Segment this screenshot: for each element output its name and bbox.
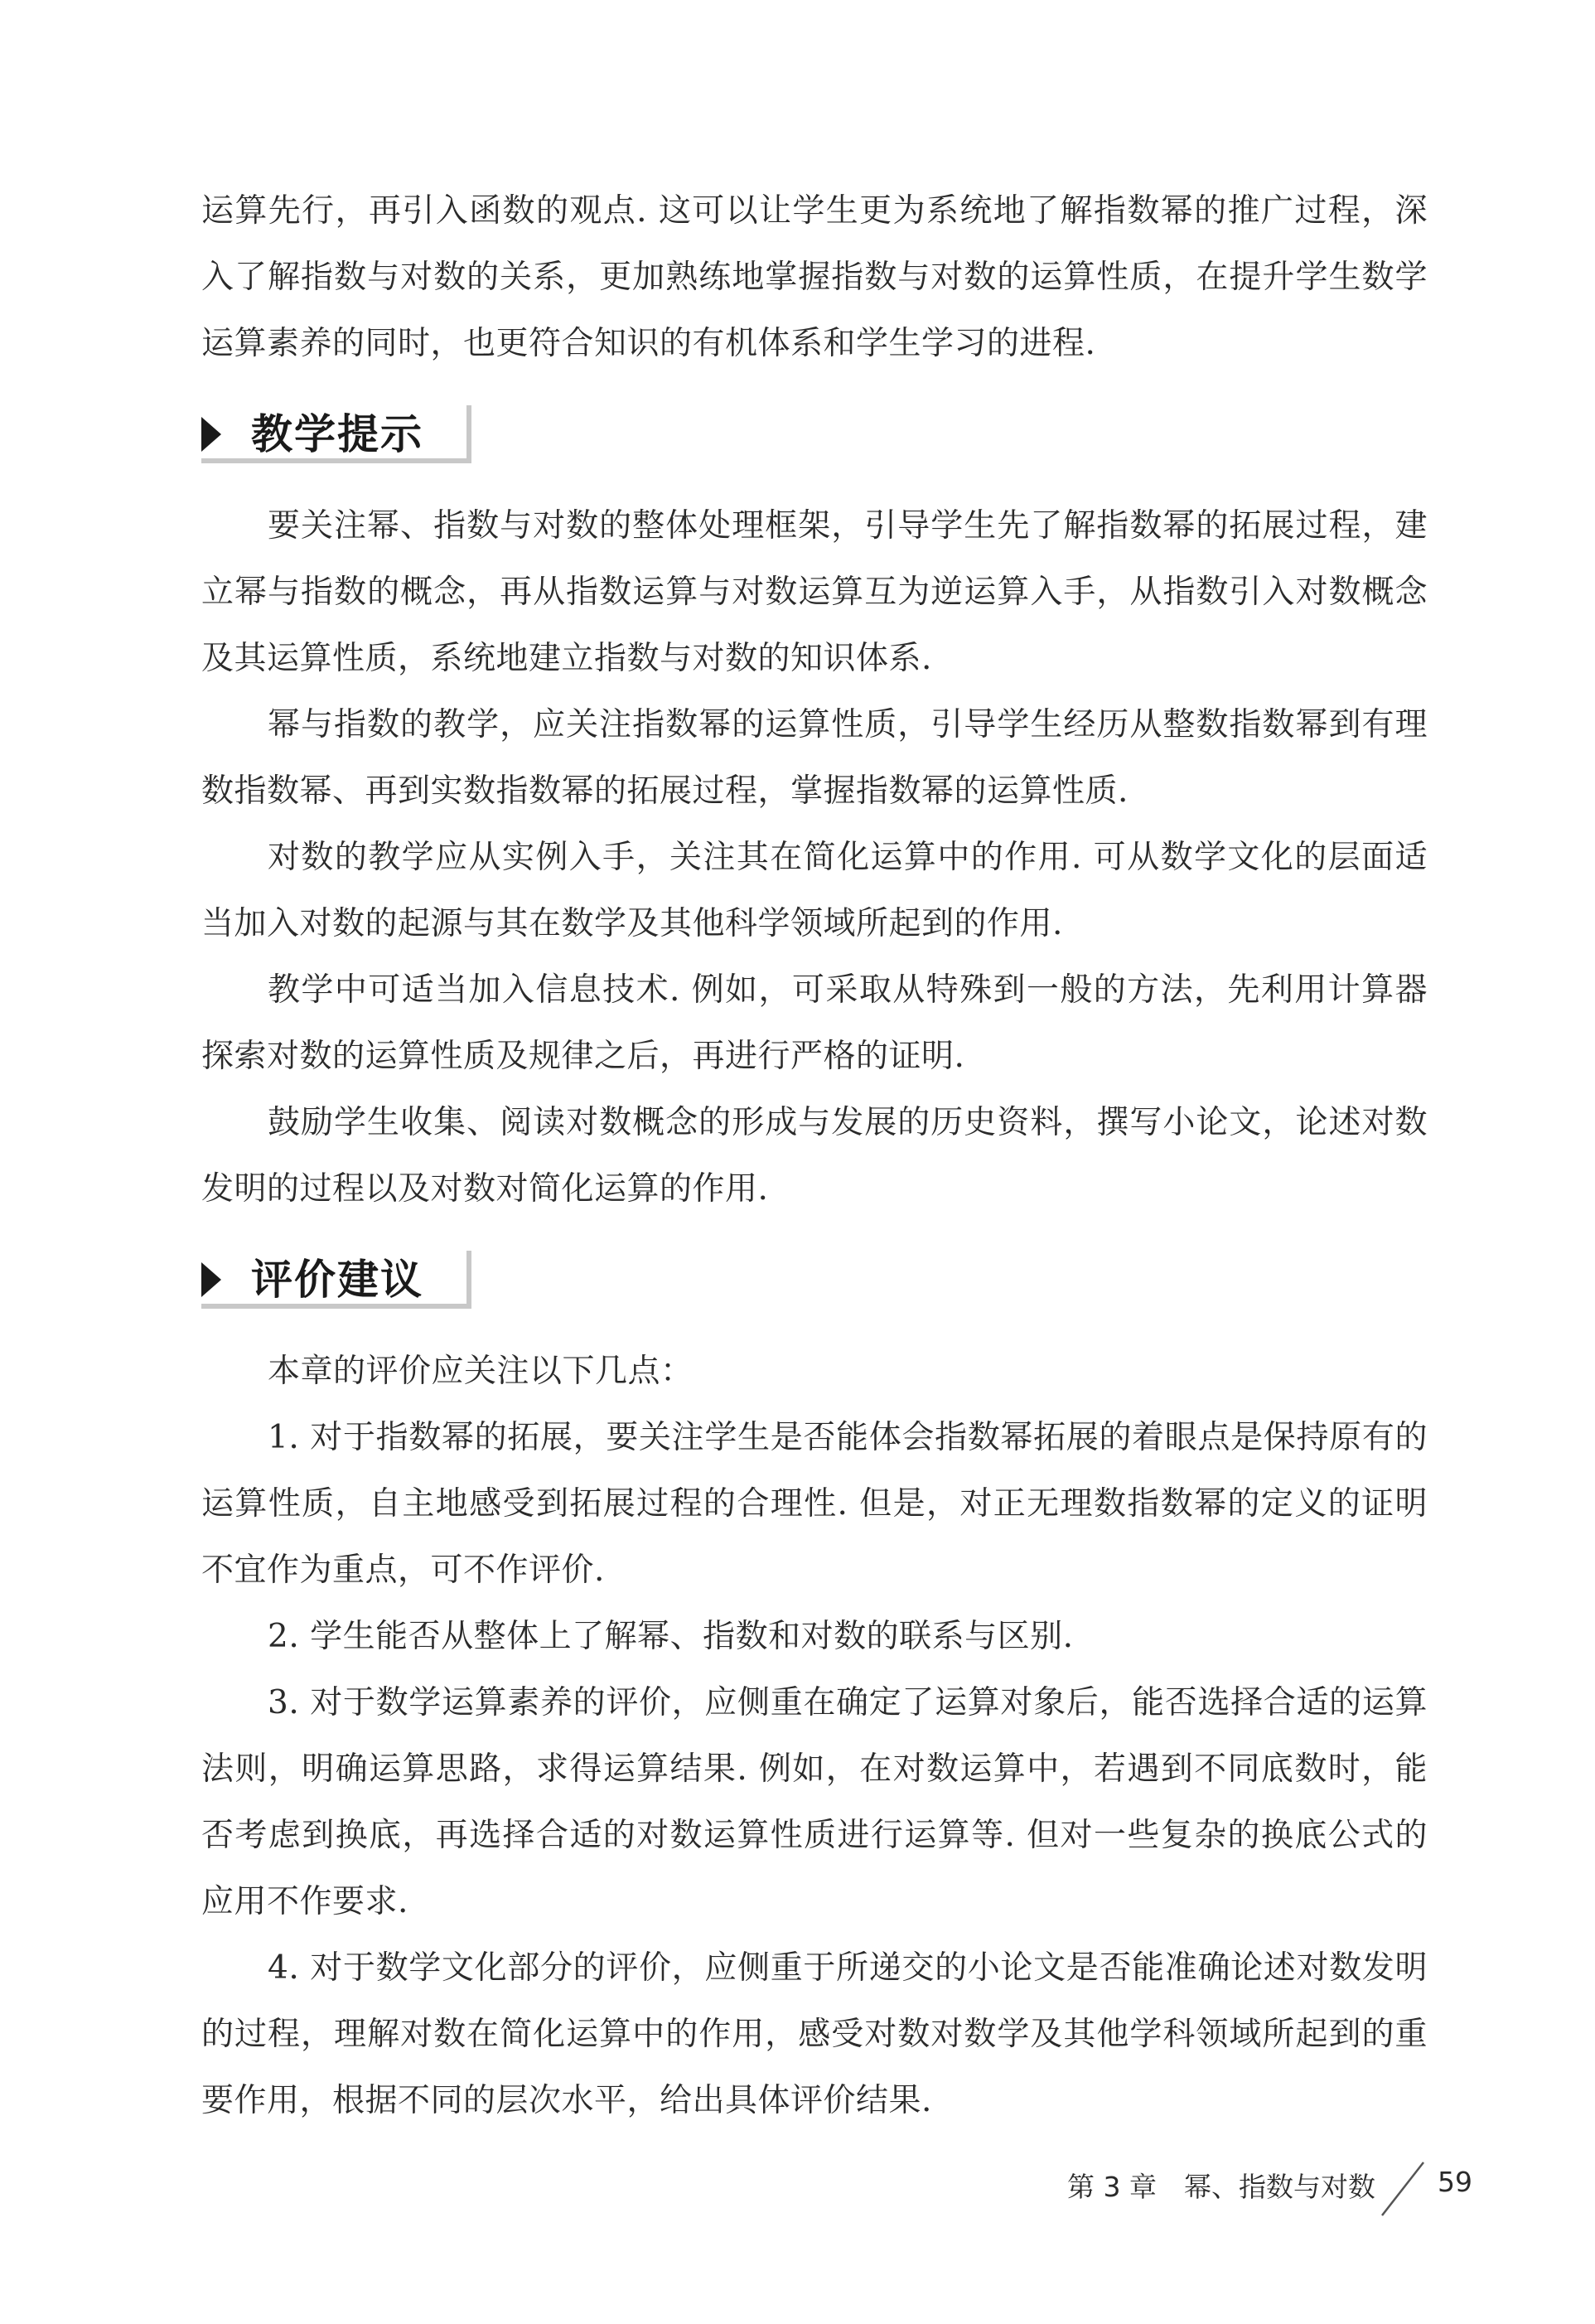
evaluation-paragraph: 4. 对于数学文化部分的评价，应侧重于所递交的小论文是否能准确论述对数发明的过程，理解对数在简化运算中的作用，感受对数对数学及其他学科领域所起到的重要作用，根据不同的层次水平，给出具体评价结果. xyxy=(201,1949,1428,2119)
triangle-marker-icon xyxy=(201,417,221,452)
page-footer xyxy=(0,2159,1595,2225)
intro-paragraph: 运算先行，再引入函数的观点. 这可以让学生更为系统地了解指数幂的推广过程，深入了解指数与对数的关系，更加熟练地掌握指数与对数的运算性质，在提升学生数学运算素养的同时，也更符合知识的有机体系和学生学习的进程. xyxy=(201,192,1428,362)
teaching-paragraph: 幂与指数的教学，应关注指数幂的运算性质，引导学生经历从整数指数幂到有理数指数幂、再到实数指数幂的拓展过程，掌握指数幂的运算性质. xyxy=(201,706,1428,810)
evaluation-paragraph: 本章的评价应关注以下几点： xyxy=(268,1353,694,1390)
section-heading-teaching xyxy=(201,405,475,470)
teaching-paragraph: 教学中可适当加入信息技术. 例如，可采取从特殊到一般的方法，先利用计算器探索对数的运算性质及规律之后，再进行严格的证明. xyxy=(201,971,1428,1075)
evaluation-paragraph: 1. 对于指数幂的拓展，要关注学生是否能体会指数幂拓展的着眼点是保持原有的运算性质，自主地感受到拓展过程的合理性. 但是，对正无理数指数幂的定义的证明不宜作为重点，可不作评价. xyxy=(201,1419,1428,1589)
chapter-label: 第 3 章 幂、指数与对数 xyxy=(1067,2171,1375,2203)
page-number: 59 xyxy=(1438,2166,1472,2198)
page-content xyxy=(201,178,1428,2134)
teaching-paragraph: 要关注幂、指数与对数的整体处理框架，引导学生先了解指数幂的拓展过程，建立幂与指数的概念，再从指数运算与对数运算互为逆运算入手，从指数引入对数概念及其运算性质，系统地建立指数与对数的知识体系. xyxy=(201,507,1428,677)
section-title: 教学提示 xyxy=(251,410,423,458)
evaluation-paragraph: 2. 学生能否从整体上了解幂、指数和对数的联系与区别. xyxy=(268,1618,1074,1655)
teaching-paragraph: 鼓励学生收集、阅读对数概念的形成与发展的历史资料，撰写小论文，论述对数发明的过程以及对数对简化运算的作用. xyxy=(201,1104,1428,1208)
divider-slash-icon xyxy=(1377,2159,1427,2219)
triangle-marker-icon xyxy=(201,1262,221,1297)
evaluation-paragraph: 3. 对于数学运算素养的评价，应侧重在确定了运算对象后，能否选择合适的运算法则，明确运算思路，求得运算结果. 例如，在对数运算中，若遇到不同底数时，能否考虑到换底，再选择合适的对数运算性质进行运算等. 但对一些复杂的换底公式的应用不作要求. xyxy=(201,1684,1428,1920)
teaching-paragraph: 对数的教学应从实例入手，关注其在简化运算中的作用. 可从数学文化的层面适当加入对数的起源与其在数学及其他科学领域所起到的作用. xyxy=(201,839,1428,942)
section-title: 评价建议 xyxy=(251,1256,423,1304)
section-heading-evaluation xyxy=(201,1251,475,1315)
